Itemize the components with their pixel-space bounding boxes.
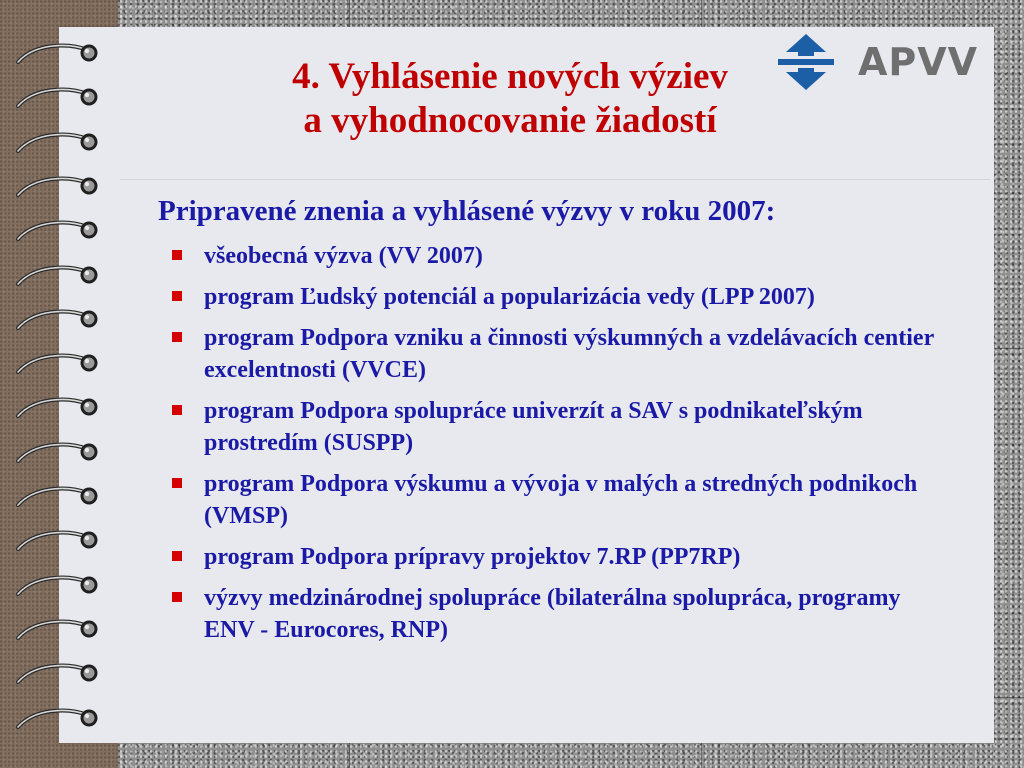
ring-binding-icon xyxy=(14,527,100,555)
ring-binding-icon xyxy=(14,572,100,600)
bullet-icon xyxy=(172,405,182,415)
slide-title xyxy=(150,55,870,143)
bullet-icon xyxy=(172,291,182,301)
ring-binding-icon xyxy=(14,439,100,467)
program-list xyxy=(170,240,950,655)
list-item-text: všeobecná výzva (VV 2007) xyxy=(204,243,483,269)
list-item xyxy=(170,395,950,459)
ring-binding-icon xyxy=(14,306,100,334)
ring-binding-icon xyxy=(14,262,100,290)
ring-binding-icon xyxy=(14,616,100,644)
list-item xyxy=(170,240,950,272)
list-item-text: program Podpora prípravy projektov 7.RP (PP7RP) xyxy=(204,544,741,570)
ring-binding-icon xyxy=(14,173,100,201)
list-item xyxy=(170,468,950,532)
grid-line xyxy=(349,0,350,27)
grid-line xyxy=(701,743,702,768)
bullet-icon xyxy=(172,332,182,342)
ring-binding-icon xyxy=(14,217,100,245)
bullet-icon xyxy=(172,592,182,602)
list-item xyxy=(170,322,950,386)
grid-line xyxy=(349,743,350,768)
bullet-icon xyxy=(172,250,182,260)
divider xyxy=(120,179,990,180)
ring-binding-icon xyxy=(14,84,100,112)
ring-binding-icon xyxy=(14,660,100,688)
apvv-logo xyxy=(774,30,994,94)
ring-binding-icon xyxy=(14,129,100,157)
ring-binding-icon xyxy=(14,483,100,511)
ring-binding-icon xyxy=(14,705,100,733)
arrows-icon xyxy=(774,30,838,94)
list-item-text: program Ľudský potenciál a popularizácia vedy (LPP 2007) xyxy=(204,284,815,310)
list-item xyxy=(170,281,950,313)
bullet-icon xyxy=(172,551,182,561)
logo-text: APVV xyxy=(858,40,979,84)
list-item-text: program Podpora spolupráce univerzít a SAV s podnikateľským prostredím (SUSPP) xyxy=(204,398,863,456)
title-line-2: a vyhodnocovanie žiadostí xyxy=(303,100,717,141)
ring-binding-icon xyxy=(14,40,100,68)
ring-binding-icon xyxy=(14,394,100,422)
ring-binding-icon xyxy=(14,350,100,378)
bullet-icon xyxy=(172,478,182,488)
list-item-text: výzvy medzinárodnej spolupráce (bilaterálna spolupráca, programy ENV - Eurocores, RNP) xyxy=(204,585,901,643)
list-item-text: program Podpora vzniku a činnosti výskumných a vzdelávacích centier excelentnosti (VVCE) xyxy=(204,325,934,383)
list-item xyxy=(170,582,950,646)
section-heading: Pripravené znenia a vyhlásené výzvy v roku 2007: xyxy=(158,195,776,227)
list-item-text: program Podpora výskumu a vývoja v malých a stredných podnikoch (VMSP) xyxy=(204,471,918,529)
grid-line xyxy=(994,348,1024,349)
list-item xyxy=(170,541,950,573)
grid-line xyxy=(701,0,702,27)
grid-line xyxy=(994,697,1024,698)
title-line-1: 4. Vyhlásenie nových výziev xyxy=(292,56,728,97)
